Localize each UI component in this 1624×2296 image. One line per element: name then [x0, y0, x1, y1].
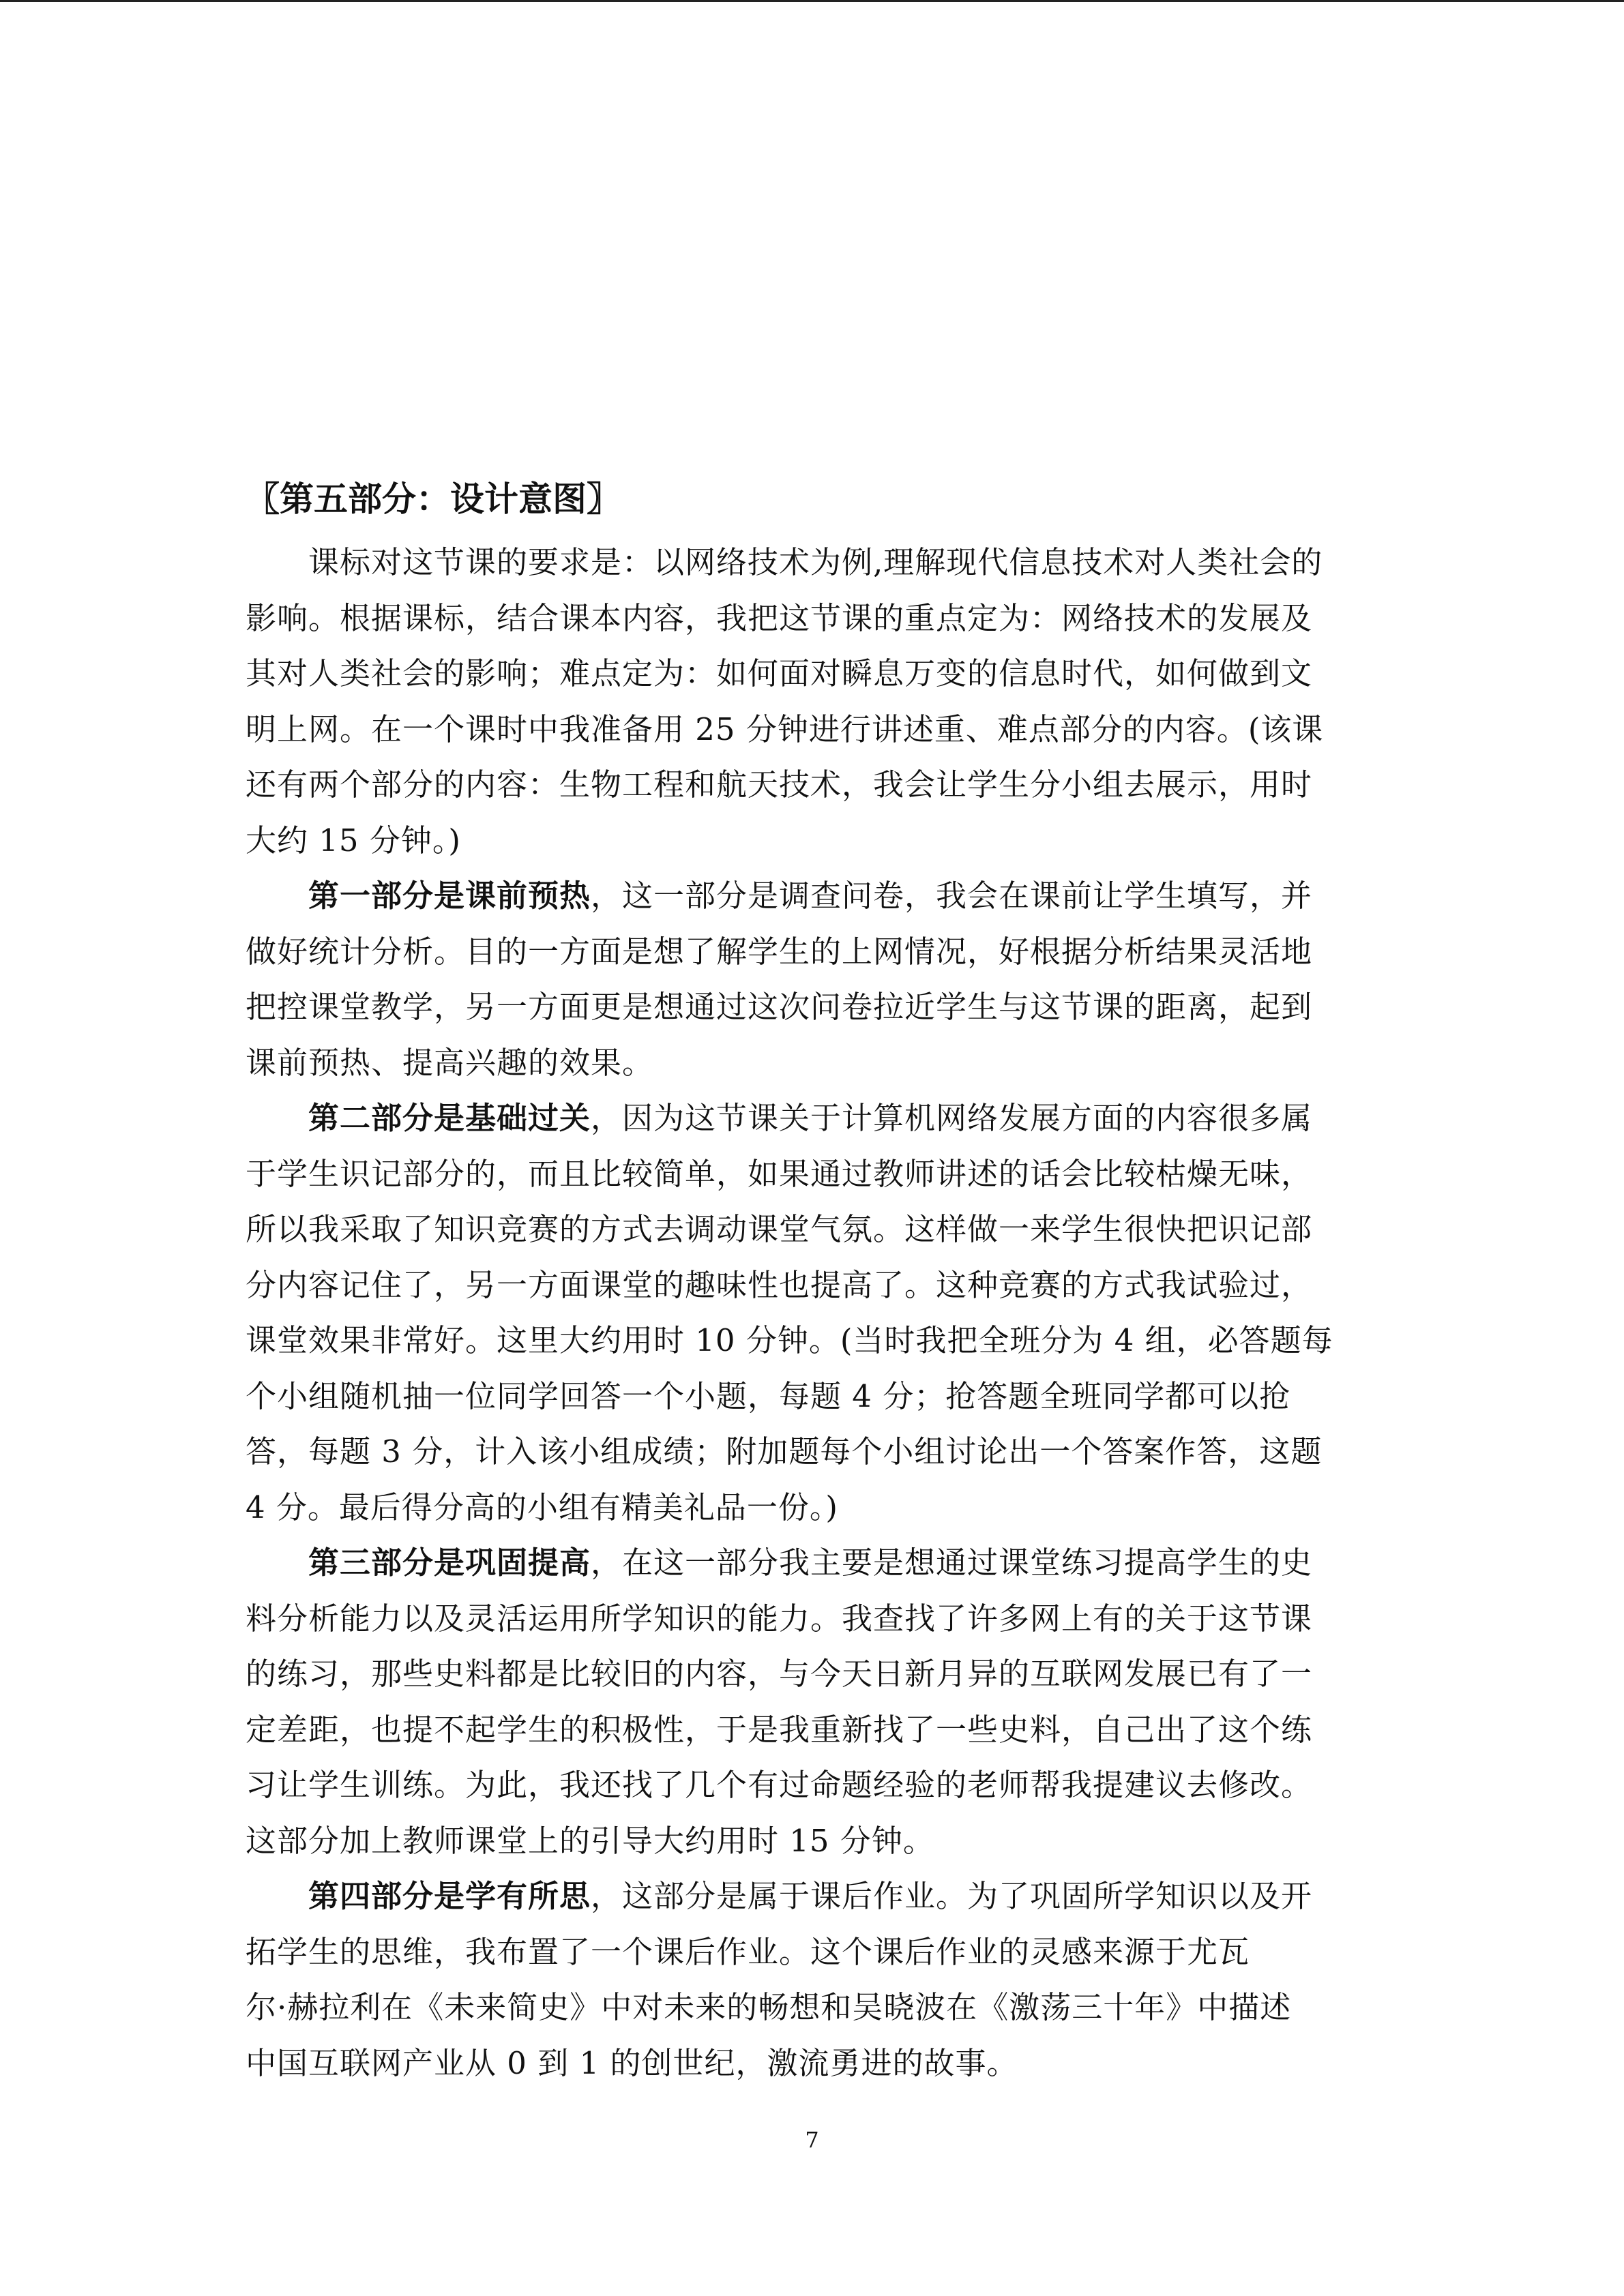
- paragraph-line: 于学生识记部分的，而且比较简单，如果通过教师讲述的话会比较枯燥无味，: [246, 1155, 1313, 1192]
- paragraph-line: 定差距，也提不起学生的积极性，于是我重新找了一些史料，自己出了这个练: [246, 1711, 1313, 1748]
- paragraph-line: 尔·赫拉利在《未来简史》中对未来的畅想和吴晓波在《激荡三十年》中描述: [246, 1989, 1292, 2025]
- paragraph-2: [246, 868, 1364, 1090]
- document-page: [246, 471, 1364, 2091]
- top-border-rule: [0, 0, 1624, 2]
- paragraph-line: ，在这一部分我主要是想通过课堂练习提高学生的史: [591, 1545, 1313, 1581]
- paragraph-1: [246, 535, 1364, 868]
- paragraph-lead-bold: 第一部分是课前预热: [308, 878, 591, 914]
- paragraph-line: 个小组随机抽一位同学回答一个小题，每题 4 分；抢答题全班同学都可以抢: [246, 1377, 1291, 1414]
- paragraph-lead-bold: 第三部分是巩固提高: [308, 1545, 591, 1581]
- paragraph-line: 还有两个部分的内容：生物工程和航天技术，我会让学生分小组去展示，用时: [246, 766, 1313, 803]
- paragraph-line: 明上网。在一个课时中我准备用 25 分钟进行讲述重、难点部分的内容。(该课: [246, 711, 1324, 747]
- paragraph-line: 课前预热、提高兴趣的效果。: [246, 1044, 654, 1081]
- paragraph-lead-bold: 第二部分是基础过关: [308, 1100, 591, 1136]
- paragraph-line: 这部分加上教师课堂上的引导大约用时 15 分钟。: [246, 1822, 934, 1859]
- paragraph-line: ，这部分是属于课后作业。为了巩固所学知识以及开: [591, 1878, 1313, 1914]
- section-title: 〖第五部分：设计意图〗: [246, 479, 621, 519]
- page-number: 7: [805, 2127, 819, 2153]
- paragraph-line: 中国互联网产业从 0 到 1 的创世纪，激流勇进的故事。: [246, 2044, 1018, 2081]
- paragraph-line: 料分析能力以及灵活运用所学知识的能力。我查找了许多网上有的关于这节课: [246, 1600, 1313, 1637]
- paragraph-line: 拓学生的思维，我布置了一个课后作业。这个课后作业的灵感来源于尤瓦: [246, 1933, 1250, 1970]
- paragraph-line: 的练习，那些史料都是比较旧的内容，与今天日新月异的互联网发展已有了一: [246, 1656, 1313, 1692]
- paragraph-line: 把控课堂教学，另一方面更是想通过这次问卷拉近学生与这节课的距离，起到: [246, 989, 1313, 1025]
- paragraph-line: 做好统计分析。目的一方面是想了解学生的上网情况，好根据分析结果灵活地: [246, 933, 1313, 970]
- paragraph-3: [246, 1090, 1364, 1535]
- paragraph-line: 所以我采取了知识竞赛的方式去调动课堂气氛。这样做一来学生很快把识记部: [246, 1211, 1313, 1247]
- paragraph-line: 影响。根据课标，结合课本内容，我把这节课的重点定为：网络技术的发展及: [246, 599, 1313, 636]
- paragraph-line: 习让学生训练。为此，我还找了几个有过命题经验的老师帮我提建议去修改。: [246, 1767, 1313, 1803]
- paragraph-line: 课堂效果非常好。这里大约用时 10 分钟。(当时我把全班分为 4 组，必答题每: [246, 1322, 1333, 1358]
- paragraph-line: ，因为这节课关于计算机网络发展方面的内容很多属: [591, 1100, 1313, 1136]
- paragraph-line: 其对人类社会的影响；难点定为：如何面对瞬息万变的信息时代，如何做到文: [246, 655, 1313, 691]
- paragraph-line: 分内容记住了，另一方面课堂的趣味性也提高了。这种竞赛的方式我试验过，: [246, 1266, 1313, 1303]
- paragraph-line: 课标对这节课的要求是：以网络技术为例,理解现代信息技术对人类社会的: [308, 544, 1323, 580]
- paragraph-line: 4 分。最后得分高的小组有精美礼品一份。): [246, 1489, 838, 1525]
- paragraph-lead-bold: 第四部分是学有所思: [308, 1878, 591, 1914]
- paragraph-5: [246, 1868, 1364, 2091]
- paragraph-line: 大约 15 分钟。): [246, 822, 461, 859]
- paragraph-line: 答，每题 3 分，计入该小组成绩；附加题每个小组讨论出一个答案作答，这题: [246, 1433, 1323, 1470]
- paragraph-4: [246, 1535, 1364, 1868]
- paragraph-line: ，这一部分是调查问卷，我会在课前让学生填写，并: [591, 878, 1313, 914]
